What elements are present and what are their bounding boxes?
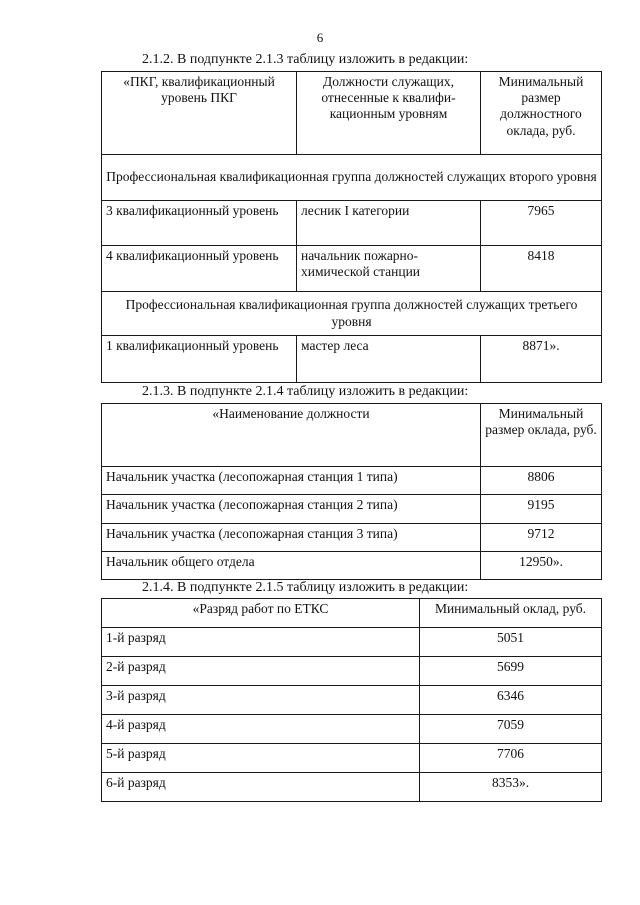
table-header-row xyxy=(102,599,602,628)
header-position-name: «Наименование должности xyxy=(102,404,481,467)
group-title-3rd-level: Профессиональная квалификационная группа должностей служащих третьего уровня xyxy=(102,292,602,336)
header-positions: Должности служащих, отнесенные к квалифи- кационным уровням xyxy=(297,72,481,155)
qual-level-cell: 3 квалификационный уровень xyxy=(102,201,297,246)
table-etks-grades xyxy=(101,598,602,802)
grade-cell: 1-й разряд xyxy=(102,628,420,657)
table-header-row xyxy=(102,404,602,467)
table-row xyxy=(102,336,602,383)
salary-cell: 8353». xyxy=(420,773,602,802)
table-row xyxy=(102,744,602,773)
table-row xyxy=(102,552,602,580)
table-row xyxy=(102,467,602,495)
salary-cell: 6346 xyxy=(420,686,602,715)
table-row xyxy=(102,524,602,552)
salary-cell: 8806 xyxy=(481,467,602,495)
group-title-2nd-level: Профессиональная квалификационная группа должностей служащих второго уровня xyxy=(102,155,602,201)
table-row xyxy=(102,773,602,802)
position-cell: начальник пожарно- химической станции xyxy=(297,246,481,292)
table-pkg xyxy=(101,71,602,383)
section-heading-3: 2.1.4. В подпункте 2.1.5 таблицу изложить в редакции: xyxy=(142,580,469,595)
salary-cell: 7706 xyxy=(420,744,602,773)
table-row xyxy=(102,686,602,715)
grade-cell: 4-й разряд xyxy=(102,715,420,744)
table-row xyxy=(102,715,602,744)
header-min-salary: Минимальный размер оклада, руб. xyxy=(481,404,602,467)
salary-cell: 7059 xyxy=(420,715,602,744)
grade-cell: 5-й разряд xyxy=(102,744,420,773)
salary-cell: 5051 xyxy=(420,628,602,657)
table-row xyxy=(102,628,602,657)
salary-cell: 7965 xyxy=(481,201,602,246)
salary-cell: 8418 xyxy=(481,246,602,292)
section-heading-1: 2.1.2. В подпункте 2.1.3 таблицу изложить в редакции: xyxy=(142,52,469,67)
position-name-cell: Начальник участка (лесопожарная станция 3 типа) xyxy=(102,524,481,552)
header-min-salary: Минимальный размер должностного оклада, руб. xyxy=(481,72,602,155)
section-heading-2: 2.1.3. В подпункте 2.1.4 таблицу изложить в редакции: xyxy=(142,384,469,399)
salary-cell: 8871». xyxy=(481,336,602,383)
qual-level-cell: 1 квалификационный уровень xyxy=(102,336,297,383)
position-cell: лесник I категории xyxy=(297,201,481,246)
table-positions xyxy=(101,403,602,580)
salary-cell: 5699 xyxy=(420,657,602,686)
grade-cell: 3-й разряд xyxy=(102,686,420,715)
header-etks-grade: «Разряд работ по ЕТКС xyxy=(102,599,420,628)
table-row xyxy=(102,246,602,292)
position-name-cell: Начальник общего отдела xyxy=(102,552,481,580)
position-name-cell: Начальник участка (лесопожарная станция 2 типа) xyxy=(102,495,481,524)
qual-level-cell: 4 квалификационный уровень xyxy=(102,246,297,292)
table-row xyxy=(102,495,602,524)
group-row xyxy=(102,155,602,201)
salary-cell: 12950». xyxy=(481,552,602,580)
grade-cell: 2-й разряд xyxy=(102,657,420,686)
salary-cell: 9195 xyxy=(481,495,602,524)
header-pkg-level: «ПКГ, квалификационный уровень ПКГ xyxy=(102,72,297,155)
salary-cell: 9712 xyxy=(481,524,602,552)
header-min-salary: Минимальный оклад, руб. xyxy=(420,599,602,628)
table-row xyxy=(102,201,602,246)
table-header-row xyxy=(102,72,602,155)
position-cell: мастер леса xyxy=(297,336,481,383)
grade-cell: 6-й разряд xyxy=(102,773,420,802)
page-number: 6 xyxy=(316,30,324,45)
position-name-cell: Начальник участка (лесопожарная станция 1 типа) xyxy=(102,467,481,495)
table-row xyxy=(102,657,602,686)
group-row xyxy=(102,292,602,336)
